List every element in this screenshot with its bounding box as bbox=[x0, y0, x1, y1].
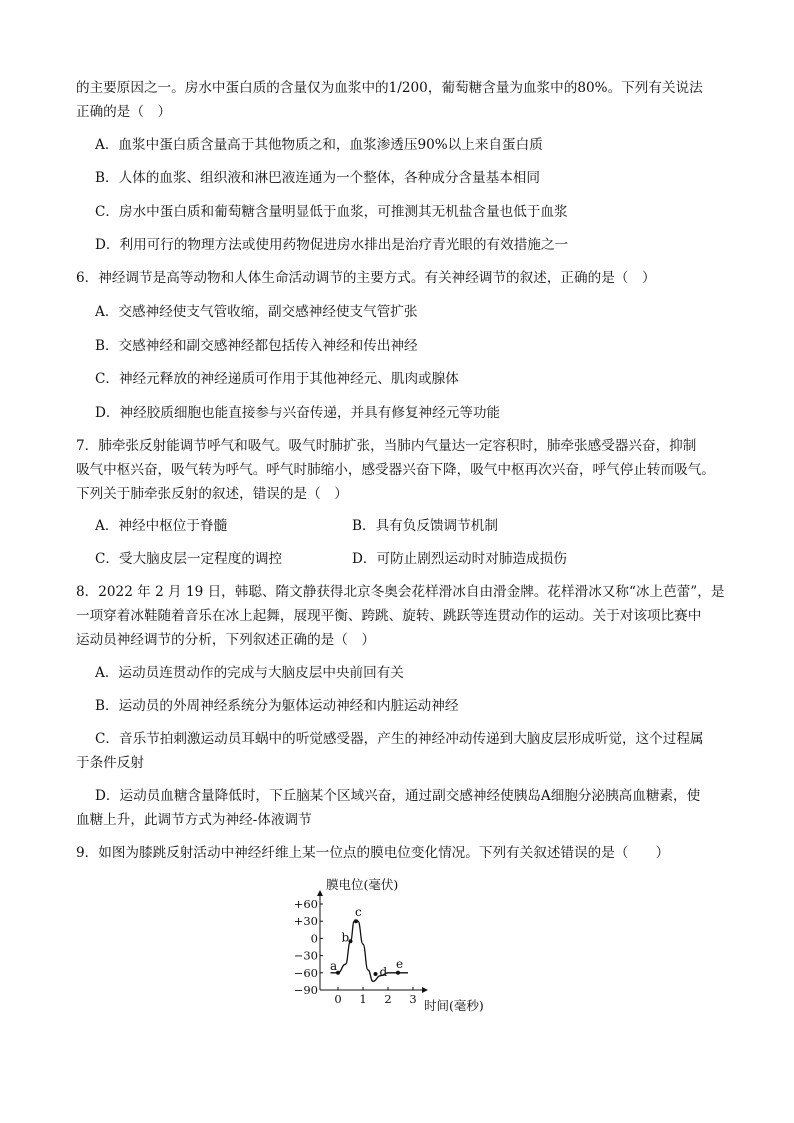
membrane-potential-chart bbox=[276, 874, 506, 1024]
x-tick-label: 3 bbox=[409, 992, 417, 1006]
q5-option-d: D．利用可行的物理方法或使用药物促进房水排出是治疗青光眼的有效措施之一 bbox=[95, 237, 569, 253]
q5-stem-line1: 的主要原因之一。房水中蛋白质的含量仅为血浆中的1/200，葡萄糖含量为血浆中的80%。下列有关说法 bbox=[76, 80, 703, 96]
q6-option-a: A．交感神经使支气管收缩，副交感神经使支气管扩张 bbox=[95, 304, 418, 320]
point-e bbox=[396, 971, 400, 975]
q8-stem-line2: 一项穿着冰鞋随着音乐在冰上起舞，展现平衡、跨跳、旋转、跳跃等连贯动作的运动。关于对该项比赛中 bbox=[76, 608, 702, 624]
q8-option-d-line1: D．运动员血糖含量降低时，下丘脑某个区域兴奋，通过副交感神经使胰岛A细胞分泌胰高血糖素，使 bbox=[95, 788, 701, 804]
chart-y-axis-label: 膜电位(毫伏) bbox=[326, 877, 399, 892]
q8-option-a: A．运动员连贯动作的完成与大脑皮层中央前回有关 bbox=[95, 665, 404, 681]
q8-stem-line1: 8．2022 年 2 月 19 日，韩聪、隋文静获得北京冬奥会花样滑冰自由滑金牌。花样滑冰又称“冰上芭蕾”，是 bbox=[76, 584, 725, 600]
chart-axes bbox=[317, 890, 428, 993]
q7-stem-line1: 7．肺牵张反射能调节呼气和吸气。吸气时肺扩张，当肺内气量达一定容积时，肺牵张感受器兴奋，抑制 bbox=[76, 438, 697, 454]
y-tick-label: +60 bbox=[293, 897, 318, 911]
point-c bbox=[354, 919, 358, 923]
point-label-d: d bbox=[379, 964, 388, 979]
x-tick-label: 2 bbox=[384, 992, 392, 1006]
q5-stem-line2: 正确的是（ ） bbox=[76, 104, 172, 120]
q9-stem: 9．如图为膝跳反射活动中神经纤维上某一位点的膜电位变化情况。下列有关叙述错误的是（ ） bbox=[76, 845, 670, 861]
y-tick-label: −30 bbox=[293, 948, 318, 963]
x-tick-label: 1 bbox=[359, 992, 367, 1006]
point-label-e: e bbox=[396, 956, 404, 971]
q8-option-c-line1: C．音乐节拍刺激运动员耳蜗中的听觉感受器，产生的神经冲动传递到大脑皮层形成听觉，这个过程属 bbox=[95, 731, 704, 747]
q8-option-d-line2: 血糖上升，此调节方式为神经-体液调节 bbox=[76, 812, 312, 828]
y-tick-label: 0 bbox=[310, 931, 318, 946]
q6-option-b: B．交感神经和副交感神经都包括传入神经和传出神经 bbox=[95, 338, 418, 354]
point-label-a: a bbox=[330, 958, 338, 973]
chart-x-axis-label: 时间(毫秒) bbox=[424, 998, 484, 1013]
point-label-b: b bbox=[341, 930, 350, 945]
q6-option-c: C．神经元释放的神经递质可作用于其他神经元、肌肉或腺体 bbox=[95, 371, 459, 387]
y-axis-arrow bbox=[317, 890, 323, 896]
q6-stem: 6．神经调节是高等动物和人体生命活动调节的主要方式。有关神经调节的叙述，正确的是（ ） bbox=[76, 270, 656, 286]
q7-option-a: A．神经中枢位于脊髓 bbox=[95, 518, 228, 534]
q5-option-b: B．人体的血浆、组织液和淋巴液连通为一个整体，各种成分含量基本相同 bbox=[95, 170, 540, 186]
q5-option-a: A．血浆中蛋白质含量高于其他物质之和，血浆渗透压90%以上来自蛋白质 bbox=[95, 137, 543, 153]
q7-stem-line2: 吸气中枢兴奋，吸气转为呼气。呼气时肺缩小，感受器兴奋下降，吸气中枢再次兴奋，呼气停止转而吸气。 bbox=[76, 462, 715, 478]
q7-stem-line3: 下列关于肺牵张反射的叙述，错误的是（ ） bbox=[76, 486, 348, 502]
q7-option-b: B．具有负反馈调节机制 bbox=[352, 518, 498, 534]
q6-option-d: D．神经胶质细胞也能直接参与兴奋传递，并具有修复神经元等功能 bbox=[95, 405, 501, 421]
point-d bbox=[374, 972, 378, 976]
y-tick-label: −90 bbox=[293, 983, 318, 997]
x-tick-label: 0 bbox=[334, 992, 342, 1006]
q7-option-d: D．可防止剧烈运动时对肺造成损伤 bbox=[352, 551, 567, 567]
q5-option-c: C．房水中蛋白质和葡萄糖含量明显低于血浆，可推测其无机盐含量也低于血浆 bbox=[95, 204, 568, 220]
q7-option-c: C．受大脑皮层一定程度的调控 bbox=[95, 551, 283, 567]
q8-stem-line3: 运动员神经调节的分析，下列叙述正确的是（ ） bbox=[76, 632, 376, 648]
point-label-c: c bbox=[355, 905, 362, 920]
q8-option-b: B．运动员的外周神经系统分为躯体运动神经和内脏运动神经 bbox=[95, 698, 459, 714]
q8-option-c-line2: 于条件反射 bbox=[76, 755, 144, 771]
y-tick-label: −60 bbox=[293, 965, 318, 980]
y-tick-label: +30 bbox=[293, 914, 318, 929]
x-axis-arrow bbox=[422, 987, 428, 993]
